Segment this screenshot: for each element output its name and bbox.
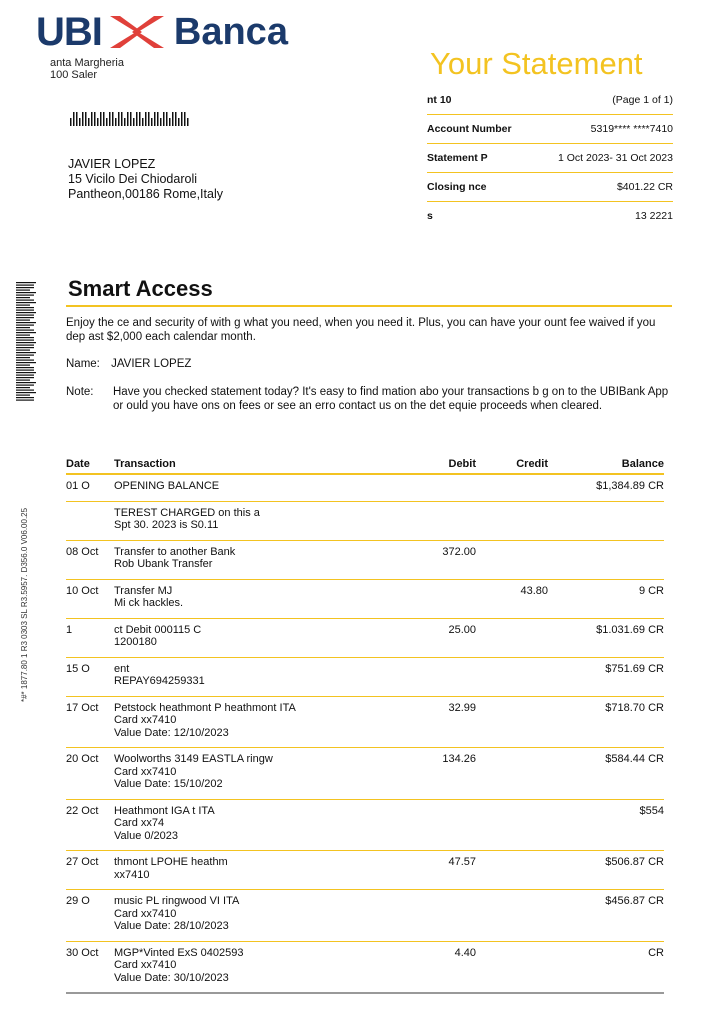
- side-reference-text: *#* 1877.80 1 R3 0303 SL R3.5957. D356.0 V06.00.25: [20, 507, 29, 702]
- transaction-desc-line: Card xx7410: [114, 907, 177, 920]
- recipient-address-line1: 15 Vicilo Dei Chiodaroli: [68, 172, 198, 186]
- transaction-desc-line: thmont LPOHE heathm: [114, 856, 228, 868]
- cell-debit: [404, 507, 476, 540]
- cell-credit: [476, 805, 548, 851]
- section-divider: [66, 305, 672, 307]
- cell-balance: 9 CR: [638, 584, 664, 597]
- cell-date: 1: [66, 623, 73, 636]
- cell-credit: [476, 507, 548, 540]
- cell-balance: $751.69 CR: [605, 662, 664, 675]
- info-value: (Page 1 of 1): [612, 94, 673, 106]
- logo-arrow-icon: [106, 12, 168, 52]
- cell-date: 15 O: [66, 662, 90, 675]
- cell-transaction: [114, 546, 404, 579]
- logo-text-ubi: UBI: [36, 9, 102, 54]
- transaction-desc-line: Value Date: 28/10/2023: [114, 920, 229, 932]
- cell-date: 22 Oct: [66, 804, 99, 817]
- statement-title: Your Statement: [430, 46, 643, 81]
- note-row: [66, 385, 670, 413]
- cell-credit: [476, 895, 548, 941]
- transaction-desc-line: OPENING BALANCE: [114, 480, 220, 492]
- cell-transaction: [114, 805, 404, 851]
- note-label: Note:: [66, 386, 94, 398]
- cell-debit: [404, 895, 476, 941]
- transaction-desc-line: Value Date: 30/10/2023: [114, 971, 229, 984]
- transaction-desc-line: Value Date: 12/10/2023: [114, 726, 229, 739]
- info-key: Account Number: [427, 123, 512, 135]
- transaction-desc-line: Value 0/2023: [114, 829, 179, 842]
- transaction-desc-line: REPAY694259331: [114, 675, 205, 687]
- cell-debit: [404, 663, 476, 696]
- statement-info-row: [427, 202, 673, 230]
- statement-info-row: [427, 115, 673, 144]
- table-row: [66, 748, 664, 800]
- cell-date: 10 Oct: [66, 584, 99, 597]
- cell-balance: [548, 507, 664, 540]
- cell-balance: $456.87 CR: [605, 895, 664, 907]
- transaction-desc-line: Heathmont IGA t ITA: [114, 804, 215, 817]
- cell-credit: 43.80: [520, 584, 548, 597]
- name-value: JAVIER LOPEZ: [111, 358, 192, 370]
- cell-balance: $1,384.89 CR: [596, 480, 664, 492]
- cell-debit: 372.00: [442, 545, 476, 558]
- info-key: s: [427, 210, 433, 222]
- recipient-name: JAVIER LOPEZ: [68, 157, 156, 171]
- table-row: [66, 580, 664, 619]
- account-name-row: [66, 358, 191, 370]
- cell-debit: [404, 585, 476, 618]
- table-row: [66, 890, 664, 942]
- cell-balance: $1.031.69 CR: [596, 623, 664, 636]
- transaction-desc-line: Woolworths 3149 EASTLA ringw: [114, 753, 273, 765]
- header-debit: Debit: [448, 458, 476, 470]
- cell-balance: $554: [639, 804, 664, 817]
- cell-balance: $718.70 CR: [605, 701, 664, 714]
- transactions-table: [66, 455, 664, 994]
- transaction-desc-line: 1200180: [114, 636, 157, 648]
- cell-credit: [476, 856, 548, 889]
- header-date: Date: [66, 458, 90, 470]
- cell-credit: [476, 663, 548, 696]
- cell-transaction: [114, 624, 404, 657]
- cell-debit: 47.57: [448, 856, 476, 868]
- cell-transaction: [114, 753, 404, 799]
- table-row: [66, 619, 664, 658]
- cell-credit: [476, 624, 548, 657]
- transaction-desc-line: Value Date: 15/10/202: [114, 778, 223, 790]
- cell-debit: [404, 805, 476, 851]
- header-transaction: Transaction: [114, 458, 176, 470]
- product-intro-text: Enjoy the ce and security of with g what you need, when you need it. Plus, you can have your ount fee waived if you dep ast $2,000 each calendar month.: [66, 317, 656, 343]
- table-row: [66, 942, 664, 995]
- cell-transaction: [114, 856, 404, 889]
- cell-credit: [476, 947, 548, 993]
- cell-balance: [548, 546, 664, 579]
- transaction-desc-line: TEREST CHARGED on this a: [114, 506, 260, 519]
- cell-credit: [476, 753, 548, 799]
- cell-balance: CR: [648, 946, 664, 959]
- statement-info-box: [427, 86, 673, 230]
- cell-debit: 25.00: [448, 623, 476, 636]
- cell-transaction: [114, 702, 404, 748]
- info-key: Closing nce: [427, 181, 487, 193]
- bank-logo: [36, 10, 288, 54]
- header-credit: Credit: [516, 458, 548, 470]
- section-title: Smart Access: [68, 276, 213, 301]
- transaction-desc-line: Petstock heathmont P heathmont ITA: [114, 701, 296, 714]
- transaction-desc-line: Transfer MJ: [114, 584, 173, 597]
- cell-date: 29 O: [66, 895, 90, 907]
- recipient-address: [68, 157, 223, 202]
- cell-debit: 32.99: [448, 701, 476, 714]
- cell-balance: $506.87 CR: [605, 856, 664, 868]
- transaction-desc-line: ent: [114, 662, 130, 675]
- postal-barcode-icon: [70, 112, 194, 126]
- cell-transaction: [114, 585, 404, 618]
- transaction-desc-line: Card xx74: [114, 817, 165, 829]
- table-row: [66, 658, 664, 697]
- info-value: 13 2221: [635, 210, 673, 222]
- table-row: [66, 502, 664, 541]
- statement-info-row: [427, 144, 673, 173]
- transaction-desc-line: MGP*Vinted ExS 0402593: [114, 946, 244, 959]
- cell-transaction: [114, 480, 404, 501]
- cell-date: 20 Oct: [66, 753, 99, 765]
- side-barcode-icon: [16, 282, 38, 402]
- transaction-desc-line: Spt 30. 2023 is S0.11: [114, 519, 219, 531]
- branch-line2: 100 Saler: [50, 69, 98, 81]
- cell-credit: [476, 546, 548, 579]
- cell-credit: [476, 702, 548, 748]
- cell-debit: 4.40: [454, 946, 476, 959]
- branch-line1: anta Margheria: [50, 57, 124, 69]
- cell-date: [66, 507, 114, 540]
- logo-text-banca: Banca: [173, 10, 288, 53]
- table-row: [66, 541, 664, 580]
- info-value: 1 Oct 2023- 31 Oct 2023: [558, 152, 673, 164]
- transaction-desc-line: Card xx7410: [114, 959, 177, 971]
- table-row: [66, 475, 664, 502]
- transaction-desc-line: Transfer to another Bank: [114, 545, 236, 558]
- header-balance: Balance: [621, 458, 664, 470]
- table-row: [66, 800, 664, 852]
- transaction-desc-line: ct Debit 000115 C: [114, 623, 202, 636]
- info-key: nt 10: [427, 94, 452, 106]
- cell-transaction: [114, 947, 404, 993]
- cell-debit: 134.26: [442, 753, 476, 765]
- cell-date: 30 Oct: [66, 946, 99, 959]
- cell-transaction: [114, 663, 404, 696]
- table-row: [66, 851, 664, 890]
- info-value: 5319**** ****7410: [590, 123, 673, 135]
- cell-balance: $584.44 CR: [605, 753, 664, 765]
- transaction-desc-line: Rob Ubank Transfer: [114, 558, 213, 570]
- statement-info-row: [427, 173, 673, 202]
- cell-transaction: [114, 895, 404, 941]
- cell-credit: [476, 480, 548, 501]
- table-row: [66, 697, 664, 749]
- transaction-desc-line: xx7410: [114, 868, 150, 881]
- cell-date: 17 Oct: [66, 701, 99, 714]
- transaction-desc-line: Card xx7410: [114, 714, 177, 726]
- cell-date: 27 Oct: [66, 856, 99, 868]
- cell-transaction: [114, 507, 404, 540]
- cell-debit: [404, 480, 476, 501]
- note-text: Have you checked statement today? It's easy to find mation abo your transactions b g on to the UBIBank App or ould you have ons on fees or see an erro contact us on the det equie proceeds when cleared.: [113, 386, 669, 412]
- info-key: Statement P: [427, 152, 488, 164]
- transaction-desc-line: Mi ck hackles.: [114, 597, 184, 609]
- table-body: [66, 475, 664, 994]
- transaction-desc-line: Card xx7410: [114, 765, 177, 778]
- statement-info-row: [427, 86, 673, 115]
- branch-address: [50, 57, 124, 81]
- transaction-desc-line: music PL ringwood VI ITA: [114, 895, 240, 907]
- cell-date: 01 O: [66, 480, 90, 492]
- name-label: Name:: [66, 358, 100, 370]
- info-value: $401.22 CR: [616, 181, 673, 193]
- cell-date: 08 Oct: [66, 545, 99, 558]
- recipient-address-line2: Pantheon,00186 Rome,Italy: [68, 187, 223, 201]
- table-header: [66, 455, 664, 475]
